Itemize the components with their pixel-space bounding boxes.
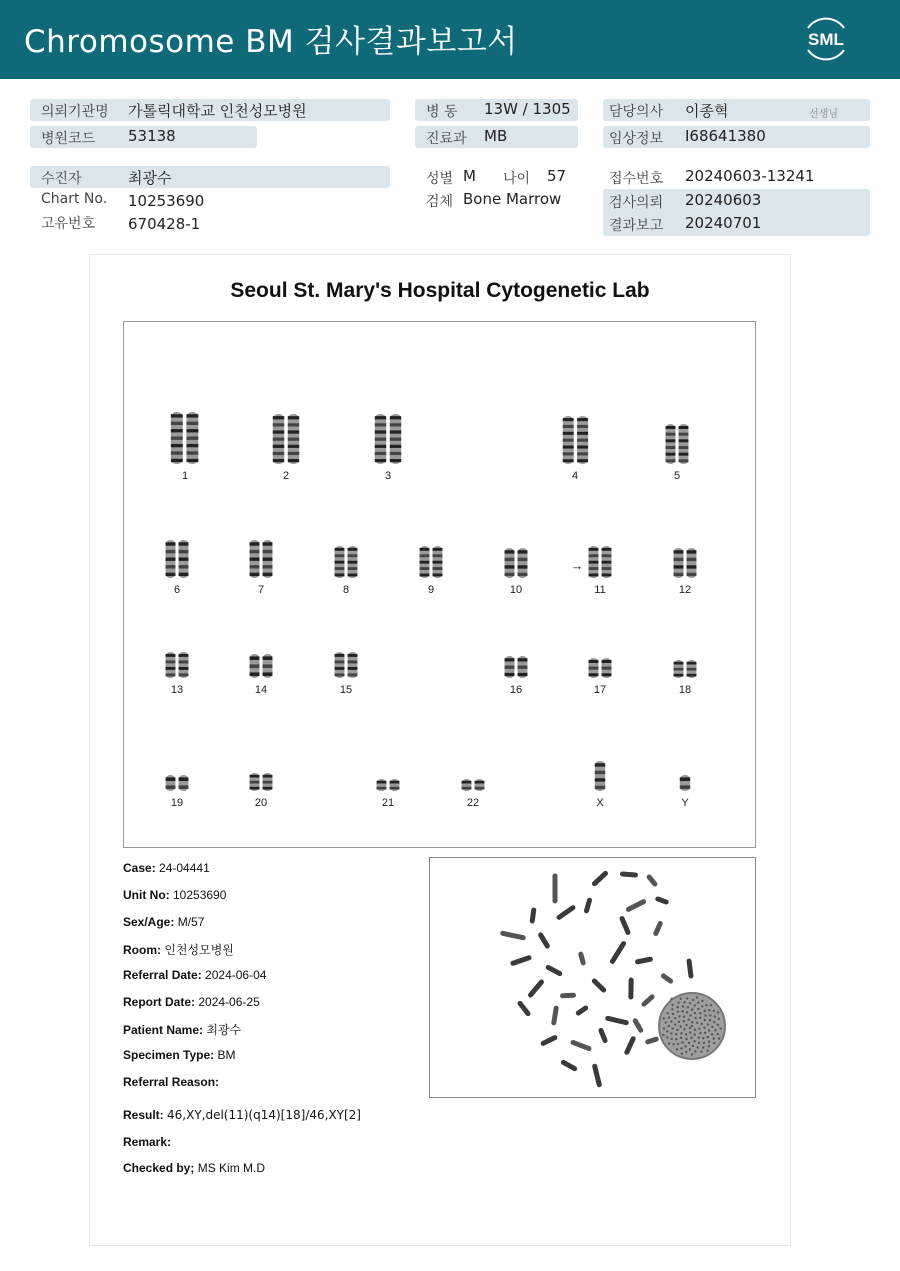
chromosome-pair-19 xyxy=(164,775,190,791)
chromosome-pair-2 xyxy=(271,414,301,464)
result-report-label: 결과보고 xyxy=(609,218,664,234)
ward-value: 13W / 1305 xyxy=(484,100,571,118)
chromosome-label: 4 xyxy=(571,470,579,482)
abnormal-arrow-icon: → xyxy=(570,558,584,573)
chromosome-pair-3 xyxy=(373,414,403,464)
chromosome-pair-1 xyxy=(169,412,200,464)
result-line: Result: 46,XY,del(11)(q14)[18]/46,XY[2] xyxy=(123,1108,361,1122)
chromosome-pair-6 xyxy=(164,540,190,578)
unit-line: Unit No: 10253690 xyxy=(123,888,227,902)
chromosome-label: 10 xyxy=(509,584,523,596)
chromosome-label: 1 xyxy=(181,470,189,482)
svg-text:SML: SML xyxy=(808,30,844,49)
karyotype-panel xyxy=(123,321,756,848)
room-line: Room: 인천성모병원 xyxy=(123,943,234,957)
chromosome-pair-x xyxy=(587,761,613,791)
chromosome-label: 22 xyxy=(466,797,480,809)
specimen-type-line: Specimen Type: BM xyxy=(123,1048,236,1062)
chromosome-pair-22 xyxy=(460,779,486,791)
age-label: 나이 xyxy=(503,171,531,187)
chromosome-label: 13 xyxy=(170,684,184,696)
chromosome-pair-15 xyxy=(333,652,359,678)
chromosome-pair-12 xyxy=(672,548,698,578)
chromosome-pair-13 xyxy=(164,652,190,678)
chromosome-label: 18 xyxy=(678,684,692,696)
chromosome-pair-20 xyxy=(248,773,274,791)
chromosome-pair-10 xyxy=(503,548,529,578)
chromosome-pair-17 xyxy=(587,658,613,678)
specimen-value: Bone Marrow xyxy=(463,190,562,208)
chromosome-pair-16 xyxy=(503,656,529,678)
chromosome-pair-18 xyxy=(672,660,698,678)
chromosome-label: 19 xyxy=(170,797,184,809)
patient-row-bg xyxy=(30,166,390,188)
chromosome-pair-14 xyxy=(248,654,274,678)
dept-label: 진료과 xyxy=(426,131,467,147)
institution-value: 가톨릭대학교 인천성모병원 xyxy=(128,102,307,120)
chromosome-label: 14 xyxy=(254,684,268,696)
chromosome-label: 3 xyxy=(384,470,392,482)
sml-logo xyxy=(800,14,852,62)
remark-line: Remark: xyxy=(123,1135,172,1149)
chromosome-label: 9 xyxy=(427,584,435,596)
referral-date-line: Referral Date: 2024-06-04 xyxy=(123,968,267,982)
chromosome-pair-11 xyxy=(587,546,613,578)
report-title: Chromosome BM 검사결과보고서 xyxy=(24,24,518,60)
request-label: 검사의뢰 xyxy=(609,195,664,211)
chromosome-label: 15 xyxy=(339,684,353,696)
report-paper xyxy=(89,254,791,1246)
chromosome-pair-9 xyxy=(418,546,444,578)
chromosome-label: 20 xyxy=(254,797,268,809)
receipt-label: 접수번호 xyxy=(609,171,664,187)
chromosome-label: X xyxy=(596,797,604,809)
chart-no-label: Chart No. xyxy=(41,191,108,207)
doctor-value: 이종혁 xyxy=(685,102,729,120)
chromosome-label: Y xyxy=(681,797,689,809)
chart-no-value: 10253690 xyxy=(128,192,205,210)
specimen-label: 검체 xyxy=(426,194,454,210)
chromosome-pair-7 xyxy=(248,540,274,578)
chromosome-label: 7 xyxy=(257,584,265,596)
chromosome-label: 11 xyxy=(594,584,606,596)
patient-value: 최광수 xyxy=(128,169,172,187)
receipt-value: 20240603-13241 xyxy=(685,167,815,185)
checked-by-line: Checked by; MS Kim M.D xyxy=(123,1161,266,1175)
request-value: 20240603 xyxy=(685,191,762,209)
institution-label: 의뢰기관명 xyxy=(41,104,109,120)
chromosome-label: 16 xyxy=(509,684,523,696)
lab-title: Seoul St. Mary's Hospital Cytogenetic Lab xyxy=(230,279,650,302)
patient-label: 수진자 xyxy=(41,171,82,187)
unique-no-label: 고유번호 xyxy=(41,216,96,232)
chromosome-label: 6 xyxy=(173,584,181,596)
dept-value: MB xyxy=(484,127,508,145)
referral-reason-line: Referral Reason: xyxy=(123,1075,220,1089)
clinical-value: I68641380 xyxy=(685,127,766,145)
hospital-code-value: 53138 xyxy=(128,127,176,145)
chromosome-label: 12 xyxy=(678,584,692,596)
chromosome-label: 2 xyxy=(282,470,290,482)
hospital-code-label: 병원코드 xyxy=(41,131,96,147)
case-line: Case: 24-04441 xyxy=(123,861,210,875)
chromosome-pair-4 xyxy=(561,416,590,464)
doctor-label: 담당의사 xyxy=(609,104,664,120)
sexage-line: Sex/Age: M/57 xyxy=(123,915,205,929)
chromosome-label: 5 xyxy=(673,470,681,482)
doctor-suffix: 선생님 xyxy=(809,109,838,120)
chromosome-pair-21 xyxy=(375,779,401,791)
age-value: 57 xyxy=(547,167,567,185)
chromosome-pair-8 xyxy=(333,546,359,578)
result-report-value: 20240701 xyxy=(685,214,762,232)
chromosome-label: 21 xyxy=(381,797,395,809)
chromosome-label: 8 xyxy=(342,584,350,596)
clinical-label: 임상정보 xyxy=(609,131,664,147)
report-date-line: Report Date: 2024-06-25 xyxy=(123,995,260,1009)
chromosome-pair-y xyxy=(672,775,698,791)
patient-name-line: Patient Name: 최광수 xyxy=(123,1023,242,1037)
sex-value: M xyxy=(463,167,476,185)
unique-no-value: 670428-1 xyxy=(128,215,201,233)
sex-label: 성별 xyxy=(426,171,454,187)
chromosome-pair-5 xyxy=(664,424,690,464)
chromosome-label: 17 xyxy=(593,684,607,696)
metaphase-spread-image xyxy=(429,857,756,1098)
ward-label: 병 동 xyxy=(426,104,458,120)
